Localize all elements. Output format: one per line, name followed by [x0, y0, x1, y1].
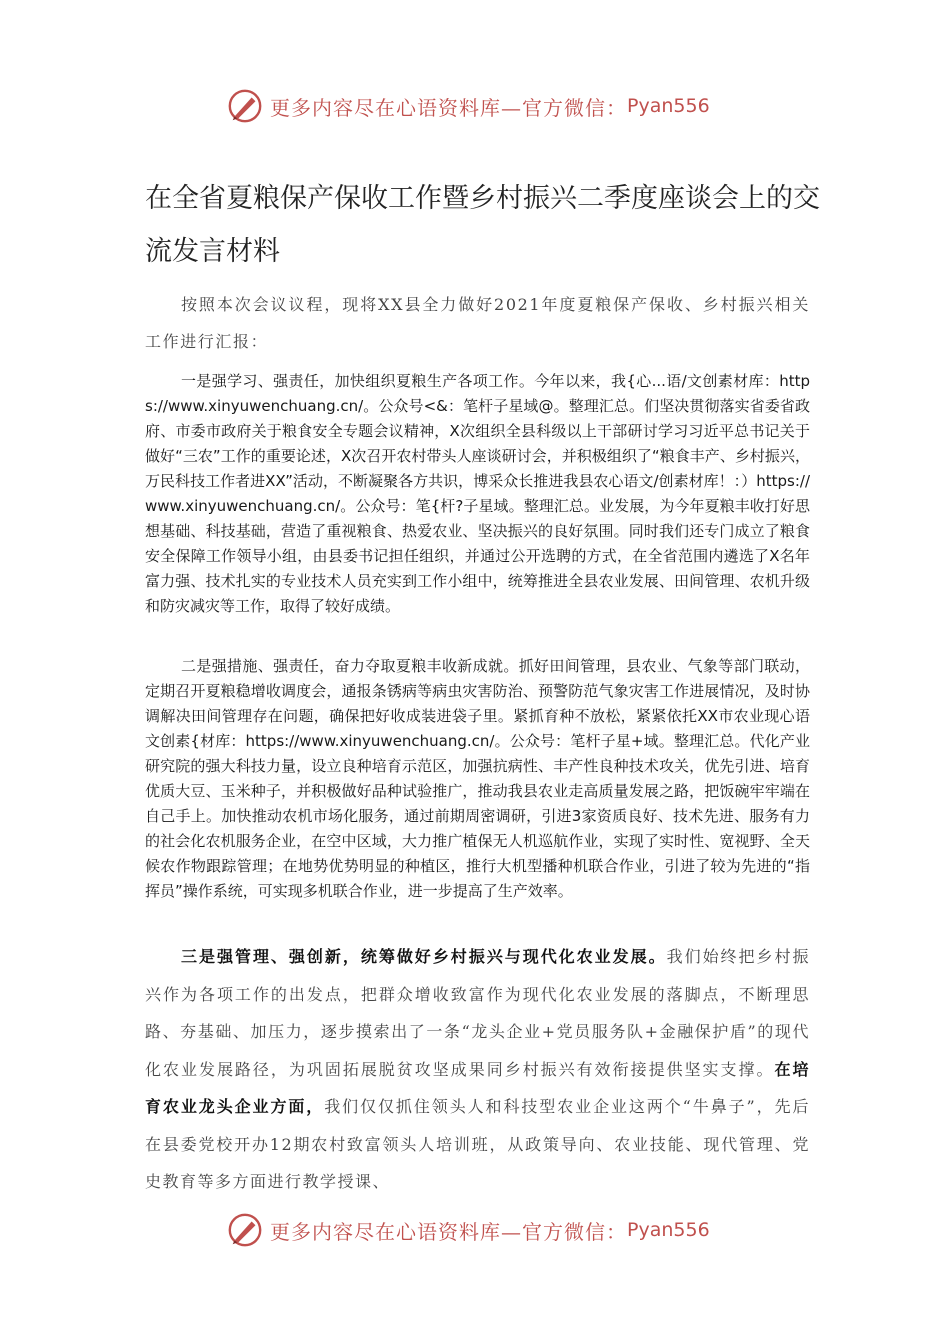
section-3-heading: 三是强管理、强创新，统筹做好乡村振兴与现代化农业发展。 [181, 947, 667, 966]
section-1-paragraph: 一是强学习、强责任，加快组织夏粮生产各项工作。今年以来，我{心...语/文创素材库：https://www.xinyuwenchuang.cn/。公众号<&：笔杆子星域@。整理汇总。们坚决贯彻落实省委省政府、市委市政府关于粮食安全专题会议精神，X次组织全县科级以上干部研讨学习习近平总书记关于做好“三农”工作的重要论述，X次召开农村带头人座谈研讨会，并积极组织了“粮食丰产、乡村振兴，万民科技工作者进XX”活动，不断凝聚各方共识，博采众长推进我县农心语文/创素材库！：）https://www.xinyuwenchuang.cn/。公众号：笔{杆?子星域。整理汇总。业发展，为今年夏粮丰收打好思想基础、科技基础，营造了重视粮食、热爱农业、坚决振兴的良好氛围。同时我们还专门成立了粮食安全保障工作领导小组，由县委书记担任组织，并通过公开选聘的方式，在全省范围内遴选了X名年富力强、技术扎实的专业技术人员充实到工作小组中，统筹推进全县农业发展、田间管理、农机升级和防灾减灾等工作，取得了较好成绩。 [145, 372, 810, 615]
pen-logo-icon [226, 87, 264, 125]
intro-paragraph: 按照本次会议议程，现将XX县全力做好2021年度夏粮保产保收、乡村振兴相关工作进行汇报： [145, 295, 810, 351]
header-banner [226, 84, 726, 128]
banner-text: 更多内容尽在心语资料库—官方微信： [270, 1219, 627, 1244]
document-title: 在全省夏粮保产保收工作暨乡村振兴二季度座谈会上的交流发言材料 [145, 183, 820, 267]
banner-wechat-id: Pyan556 [627, 95, 710, 117]
section-3-text-a: 我们始终把乡村振兴作为各项工作的出发点，把群众增收致富作为现代化农业发展的落脚点，不断理思路、夯基础、加压力，逐步摸索出了一条“龙头企业+党员服务队+金融保护盾”的现代化农业发展路径，为巩固拓展脱贫攻坚成果同乡村振兴有效衔接提供坚实支撑。 [145, 947, 810, 1079]
section-2-paragraph: 二是强措施、强责任，奋力夺取夏粮丰收新成就。抓好田间管理，县农业、气象等部门联动，定期召开夏粮稳增收调度会，通报条锈病等病虫灾害防治、预警防范气象灾害工作进展情况，及时协调解决田间管理存在问题，确保把好收成装进袋子里。紧抓育种不放松，紧紧依托XX市农业现心语文创素{材库：https://www.xinyuwenchuang.cn/。公众号：笔杆子星+域。整理汇总。代化产业研究院的强大科技力量，设立良种培育示范区，加强抗病性、丰产性良种技术攻关，优先引进、培育优质大豆、玉米种子，并积极做好品种试验推广，推动我县农业走高质量发展之路，把饭碗牢牢端在自己手上。加快推动农机市场化服务，通过前期周密调研，引进3家资质良好、技术先进、服务有力的社会化农机服务企业，在空中区域，大力推广植保无人机巡航作业，实现了实时性、宽视野、全天候农作物跟踪管理；在地势优势明显的种植区，推行大机型播种机联合作业，引进了较为先进的“指挥员”操作系统，可实现多机联合作业，进一步提高了生产效率。 [145, 657, 810, 900]
section-3-subheading: 在培育农业龙头企业方面， [145, 1059, 810, 1116]
footer-banner [226, 1208, 726, 1252]
pen-logo-icon [226, 1211, 264, 1249]
section-3-paragraph [145, 938, 810, 1201]
section-3-text-b: 我们仅仅抓住领头人和科技型农业企业这两个“牛鼻子”，先后在县委党校开办12期农村致富领头人培训班，从政策导向、农业技能、现代管理、党史教育等多方面进行教学授课、 [145, 1097, 810, 1191]
banner-text: 更多内容尽在心语资料库—官方微信： [270, 95, 627, 120]
banner-wechat-id: Pyan556 [627, 1219, 710, 1241]
